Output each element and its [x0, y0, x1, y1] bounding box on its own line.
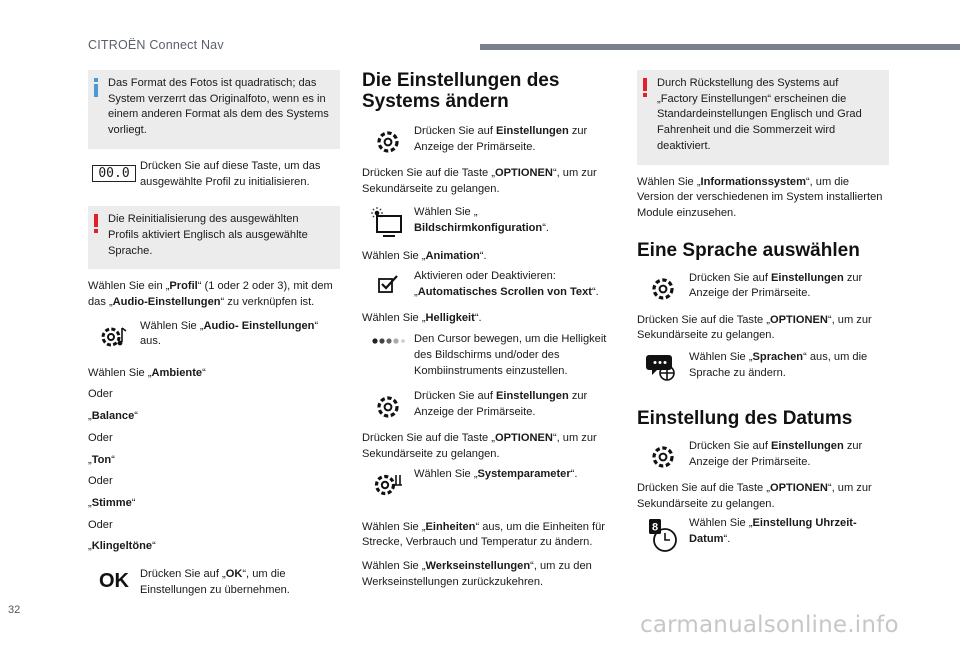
audio-settings-step — [88, 319, 340, 352]
column-right — [637, 70, 889, 554]
ton-option: „Ton“ — [88, 453, 115, 466]
ok-button-icon: OK — [99, 570, 129, 593]
lang-step-select-text: Wählen Sie „Sprachen“ aus, um die Sprache zu ändern. — [689, 351, 868, 379]
step-animation: Wählen Sie „Animation“. — [362, 250, 487, 263]
info-note-text: Das Format des Fotos ist quadratisch; das System verzerrt das Originalfoto, wenn es in einem anderen Format als dem des Systems vorliegt. — [108, 77, 329, 137]
checkbox-check-icon — [378, 275, 398, 293]
date-step-settings-text: Drücken Sie auf Einstellungen zur Anzeige der Primärseite. — [689, 440, 863, 468]
ok-text: Drücken Sie auf „OK“, um die Einstellungen zu übernehmen. — [140, 568, 290, 596]
warning-icon — [94, 214, 98, 233]
step-cursor-text: Den Cursor bewegen, um die Helligkeit des Bildschirms und/oder des Kombiinstruments einzustellen. — [414, 333, 607, 377]
calendar-badge-number: 8 — [651, 521, 659, 534]
info-icon — [94, 78, 98, 97]
balance-option: „Balance“ — [88, 410, 138, 423]
date-step-select-text: Wählen Sie „Einstellung Uhrzeit-Datum“. — [689, 517, 857, 546]
screen-brightness-icon — [371, 207, 405, 237]
manual-header-title: CITROËN Connect Nav — [88, 38, 224, 52]
step-screen-config-text: Wählen Sie „ Bildschirmkonfiguration“. — [414, 206, 549, 235]
settings-gear-icon — [374, 128, 402, 156]
step-settings-2-text: Drücken Sie auf Einstellungen zur Anzeige der Primärseite. — [414, 390, 588, 419]
step-options-1: Drücken Sie auf die Taste „OPTIONEN“, um zur Sekundärseite zu gelangen. — [362, 167, 597, 195]
section-title-language: Eine Sprache auswählen — [637, 239, 860, 261]
watermark: carmanualsonline.info — [640, 612, 899, 638]
clock-calendar-icon — [646, 518, 680, 554]
step-factory: Wählen Sie „Werkseinstellungen“, um zu den Werkseinstellungen zurückzukehren. — [362, 560, 592, 588]
step-autoscroll — [362, 269, 614, 300]
settings-gear-icon — [649, 275, 677, 303]
ambiente-instruction: Wählen Sie „Ambiente“ — [88, 366, 206, 379]
reset-key-icon: 00.0 — [92, 165, 135, 182]
step-settings-2 — [362, 389, 614, 421]
lang-step-options: Drücken Sie auf die Taste „OPTIONEN“, um zur Sekundärseite zu gelangen. — [637, 313, 872, 342]
date-step-options: Drücken Sie auf die Taste „OPTIONEN“, um zur Sekundärseite zu gelangen. — [637, 482, 872, 510]
factory-warning-text: Durch Rückstellung des Systems auf „Factory Einstellungen“ erscheinen die Standardeinstellungen Englisch und Grad Fahrenheit und die Sommerzeit wird deaktiviert. — [657, 77, 862, 152]
step-settings-1-text: Drücken Sie auf Einstellungen zur Anzeige der Primärseite. — [414, 125, 588, 153]
step-system-params — [362, 467, 614, 500]
section-title-system: Die Einstellungen des Systems ändern — [362, 70, 560, 112]
audio-gear-icon — [98, 322, 130, 352]
step-system-params-text: Wählen Sie „Systemparameter“. — [414, 467, 578, 480]
page-number: 32 — [8, 604, 21, 616]
brightness-level-icon — [371, 337, 405, 345]
step-cursor — [362, 332, 614, 379]
date-step-settings — [637, 439, 889, 471]
oder-3: Oder — [88, 475, 113, 488]
ok-step — [88, 567, 340, 598]
step-autoscroll-text: Aktivieren oder Deaktivieren: „Automatisches Scrollen von Text“. — [414, 270, 599, 298]
oder-1: Oder — [88, 388, 113, 401]
klingeltoene-option: „Klingeltöne“ — [88, 540, 156, 553]
oder-2: Oder — [88, 431, 113, 444]
stimme-option: „Stimme“ — [88, 496, 136, 509]
factory-warning-note — [637, 70, 889, 165]
settings-gear-icon — [649, 443, 677, 471]
step-options-2: Drücken Sie auf die Taste „OPTIONEN“, um zur Sekundärseite zu gelangen. — [362, 432, 597, 461]
language-speech-icon — [646, 352, 680, 384]
lang-step-select — [637, 350, 889, 384]
profil-instruction: Wählen Sie ein „Profil“ (1 oder 2 oder 3), mit dem das „Audio-Einstellungen“ zu verknüpfen ist. — [88, 280, 333, 309]
lang-step-settings-text: Drücken Sie auf Einstellungen zur Anzeige der Primärseite. — [689, 271, 863, 300]
info-note — [88, 70, 340, 149]
settings-gear-icon — [374, 393, 402, 421]
audio-settings-text: Wählen Sie „Audio- Einstellungen“ aus. — [140, 319, 319, 348]
section-title-date: Einstellung des Datums — [637, 408, 853, 430]
step-units: Wählen Sie „Einheiten“ aus, um die Einheiten für Strecke, Verbrauch und Temperatur zu ändern. — [362, 520, 605, 549]
lang-step-settings — [637, 271, 889, 303]
step-brightness: Wählen Sie „Helligkeit“. — [362, 311, 482, 324]
oder-4: Oder — [88, 518, 113, 531]
warning-icon — [643, 78, 647, 97]
header-bar — [480, 44, 960, 50]
column-left — [88, 70, 340, 598]
system-gear-icon — [371, 470, 405, 500]
info-system-instruction: Wählen Sie „Informationssystem“, um die Version der verschiedenen im System installierten Module einzusehen. — [637, 175, 883, 219]
step-settings-1 — [362, 124, 614, 156]
reset-profile-step — [88, 159, 340, 190]
warning-note-text: Die Reinitialisierung des ausgewählten Profils aktiviert Englisch als ausgewählte Sprache. — [108, 213, 308, 257]
warning-note — [88, 206, 340, 269]
column-middle — [362, 70, 614, 591]
step-screen-config — [362, 205, 614, 237]
date-step-select — [637, 516, 889, 554]
reset-profile-text: Drücken Sie auf diese Taste, um das ausgewählte Profil zu initialisieren. — [140, 159, 321, 188]
